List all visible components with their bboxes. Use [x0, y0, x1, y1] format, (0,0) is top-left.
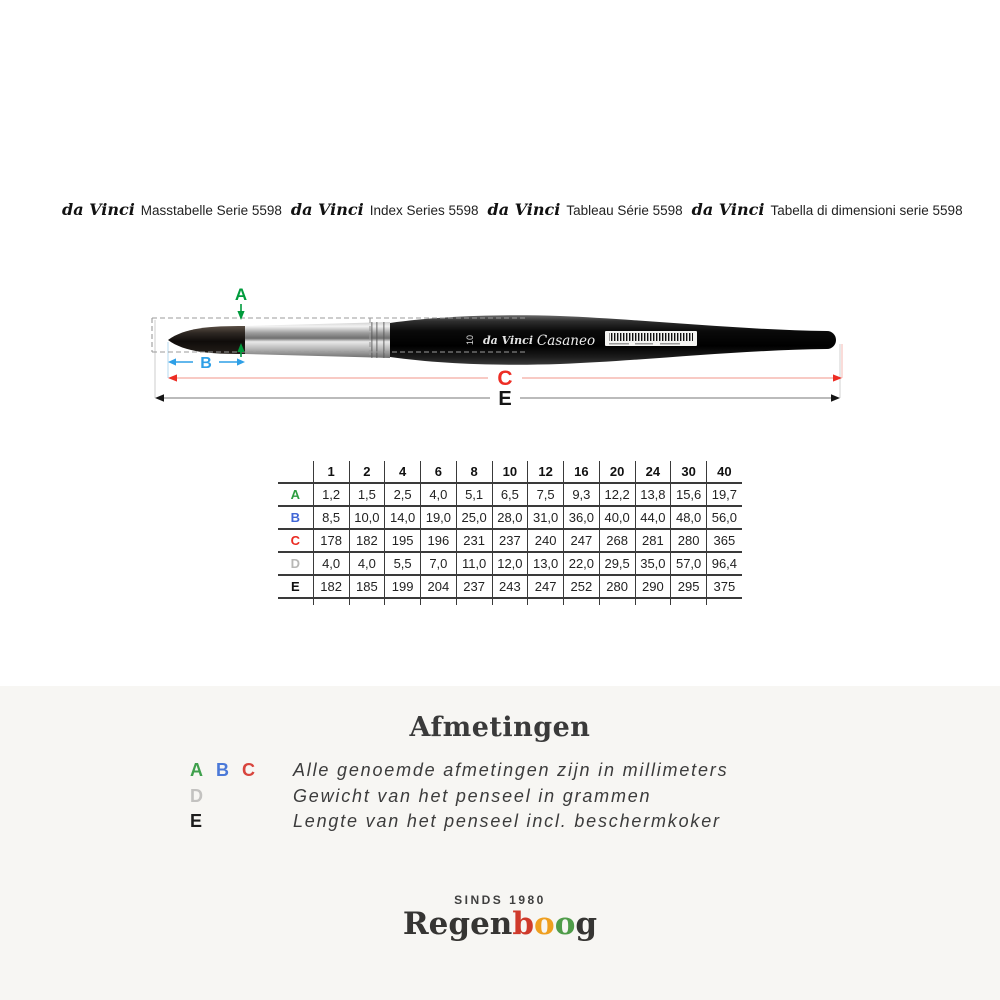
table-cell: 247	[564, 529, 600, 552]
table-row	[278, 529, 742, 552]
brand-name	[0, 906, 1000, 942]
ferrule-crimp-ring	[371, 322, 373, 358]
table-cell: 12,0	[492, 552, 528, 575]
table-cell: 7,0	[421, 552, 457, 575]
table-cell: 11,0	[456, 552, 492, 575]
table-cell: 25,0	[456, 506, 492, 529]
header-label-fr: Tableau Série 5598	[566, 203, 683, 218]
table-cell: 6,5	[492, 483, 528, 506]
dimension-c	[168, 367, 842, 390]
table-cell: 178	[313, 529, 349, 552]
table-cell: 231	[456, 529, 492, 552]
brush-dimension-figure	[140, 280, 860, 420]
table-cell: 295	[671, 575, 707, 598]
table-row	[278, 506, 742, 529]
table-cell: 199	[385, 575, 421, 598]
table-cell: 280	[671, 529, 707, 552]
arrowhead-right	[237, 358, 245, 365]
table-cell: 57,0	[671, 552, 707, 575]
table-row-label: A	[278, 483, 313, 506]
brand-letter-g: g	[575, 906, 598, 942]
table-cell: 28,0	[492, 506, 528, 529]
table-cell: 13,8	[635, 483, 671, 506]
dimension-a-label: A	[234, 285, 248, 304]
table-cell: 240	[528, 529, 564, 552]
table-column-header: 2	[349, 461, 385, 483]
language-header	[62, 200, 962, 219]
brand-logo-text: da Vinci	[691, 200, 765, 219]
table-column-header: 8	[456, 461, 492, 483]
brand-logo-text: da Vinci	[487, 200, 561, 219]
size-table-body	[278, 483, 742, 605]
table-cell: 19,7	[707, 483, 742, 506]
table-cell: 243	[492, 575, 528, 598]
table-column-header: 1	[313, 461, 349, 483]
table-cell: 280	[599, 575, 635, 598]
legend-letter-a: A	[190, 760, 203, 780]
table-cell: 204	[421, 575, 457, 598]
legend-text-d: Gewicht van het penseel in grammen	[293, 786, 652, 806]
table-cell: 56,0	[707, 506, 742, 529]
table-cell: 8,5	[313, 506, 349, 529]
table-cell: 7,5	[528, 483, 564, 506]
table-column-header: 4	[385, 461, 421, 483]
table-cell: 15,6	[671, 483, 707, 506]
table-cell: 252	[564, 575, 600, 598]
table-cell: 12,2	[599, 483, 635, 506]
dimension-b-label: B	[200, 355, 212, 372]
size-table-container	[278, 461, 742, 605]
table-cell: 237	[456, 575, 492, 598]
table-cell: 4,0	[313, 552, 349, 575]
header-label-it: Tabella di dimensioni serie 5598	[770, 203, 963, 218]
table-cell: 237	[492, 529, 528, 552]
arrowhead-left	[168, 358, 176, 365]
table-column-header: 16	[564, 461, 600, 483]
table-column-header: 6	[421, 461, 457, 483]
section-title: Afmetingen	[409, 712, 591, 743]
table-row	[278, 575, 742, 598]
table-cell: 40,0	[599, 506, 635, 529]
dimension-b	[168, 355, 245, 372]
brand-name-part1: Regen	[402, 906, 513, 942]
table-cell: 365	[707, 529, 742, 552]
legend-text-abc: Alle genoemde afmetingen zijn in millimeters	[293, 760, 729, 780]
table-cell: 44,0	[635, 506, 671, 529]
arrowhead-left	[168, 374, 177, 381]
brand-letter-o2: o	[554, 906, 576, 942]
table-column-header: 12	[528, 461, 564, 483]
table-cell: 182	[349, 529, 385, 552]
brush-ferrule	[245, 322, 390, 358]
dimension-c-label: C	[497, 367, 513, 390]
table-cell: 281	[635, 529, 671, 552]
table-cell: 5,5	[385, 552, 421, 575]
table-cell: 35,0	[635, 552, 671, 575]
table-cell: 247	[528, 575, 564, 598]
legend-letter-d: D	[190, 786, 203, 806]
brand-letter-o1: o	[534, 906, 555, 942]
table-cell: 96,4	[707, 552, 742, 575]
table-column-header: 40	[707, 461, 742, 483]
barcode-label	[605, 331, 697, 346]
brand-logo-text: da Vinci	[290, 200, 364, 219]
table-column-header: 20	[599, 461, 635, 483]
arrowhead-down	[237, 311, 244, 320]
table-row-label: D	[278, 552, 313, 575]
table-cell: 4,0	[421, 483, 457, 506]
table-cell: 29,5	[599, 552, 635, 575]
table-cell: 5,1	[456, 483, 492, 506]
table-cell: 31,0	[528, 506, 564, 529]
table-corner-cell	[278, 461, 313, 483]
size-table	[278, 461, 742, 605]
brush-series-text: Casaneo	[536, 333, 596, 349]
table-cell: 185	[349, 575, 385, 598]
table-cell: 10,0	[349, 506, 385, 529]
brush-image	[168, 315, 836, 364]
table-cell: 1,5	[349, 483, 385, 506]
table-cell: 36,0	[564, 506, 600, 529]
legend-letter-c: C	[242, 760, 255, 780]
table-row	[278, 483, 742, 506]
table-cell: 1,2	[313, 483, 349, 506]
table-cell: 375	[707, 575, 742, 598]
table-row-label: B	[278, 506, 313, 529]
table-cell: 196	[421, 529, 457, 552]
size-table-head	[278, 461, 742, 483]
table-cell: 9,3	[564, 483, 600, 506]
legend-letter-b: B	[216, 760, 229, 780]
brand-logo-text: da Vinci	[62, 200, 135, 219]
ferrule-crimp-ring	[383, 322, 385, 358]
header-label-en: Index Series 5598	[369, 203, 479, 218]
table-column-header: 10	[492, 461, 528, 483]
arrowhead-right	[831, 394, 840, 402]
legend-letter-e: E	[190, 811, 203, 831]
table-cell: 195	[385, 529, 421, 552]
table-row	[278, 552, 742, 575]
table-cell: 4,0	[349, 552, 385, 575]
table-cell: 268	[599, 529, 635, 552]
table-cell: 48,0	[671, 506, 707, 529]
table-cell: 290	[635, 575, 671, 598]
table-stub-row	[278, 598, 742, 605]
table-cell: 2,5	[385, 483, 421, 506]
dimension-e	[155, 388, 840, 410]
table-cell: 19,0	[421, 506, 457, 529]
table-row-label: E	[278, 575, 313, 598]
table-column-header: 24	[635, 461, 671, 483]
table-row-label: C	[278, 529, 313, 552]
table-cell: 13,0	[528, 552, 564, 575]
table-cell: 22,0	[564, 552, 600, 575]
brand-tagline: SINDS 1980	[454, 893, 546, 907]
brand-letter-b: b	[512, 906, 535, 942]
arrowhead-right	[833, 374, 842, 381]
legend-text-e: Lengte van het penseel incl. beschermkoker	[293, 811, 721, 831]
dimension-e-label: E	[498, 388, 512, 410]
brush-hair	[168, 326, 245, 354]
table-cell: 14,0	[385, 506, 421, 529]
header-label-de: Masstabelle Serie 5598	[140, 203, 282, 218]
table-column-header: 30	[671, 461, 707, 483]
ferrule-crimp-ring	[376, 322, 378, 358]
brush-size-number: 10	[465, 334, 475, 346]
brush-brand-text: da Vinci	[482, 334, 534, 347]
arrowhead-left	[155, 394, 164, 402]
table-cell: 182	[313, 575, 349, 598]
